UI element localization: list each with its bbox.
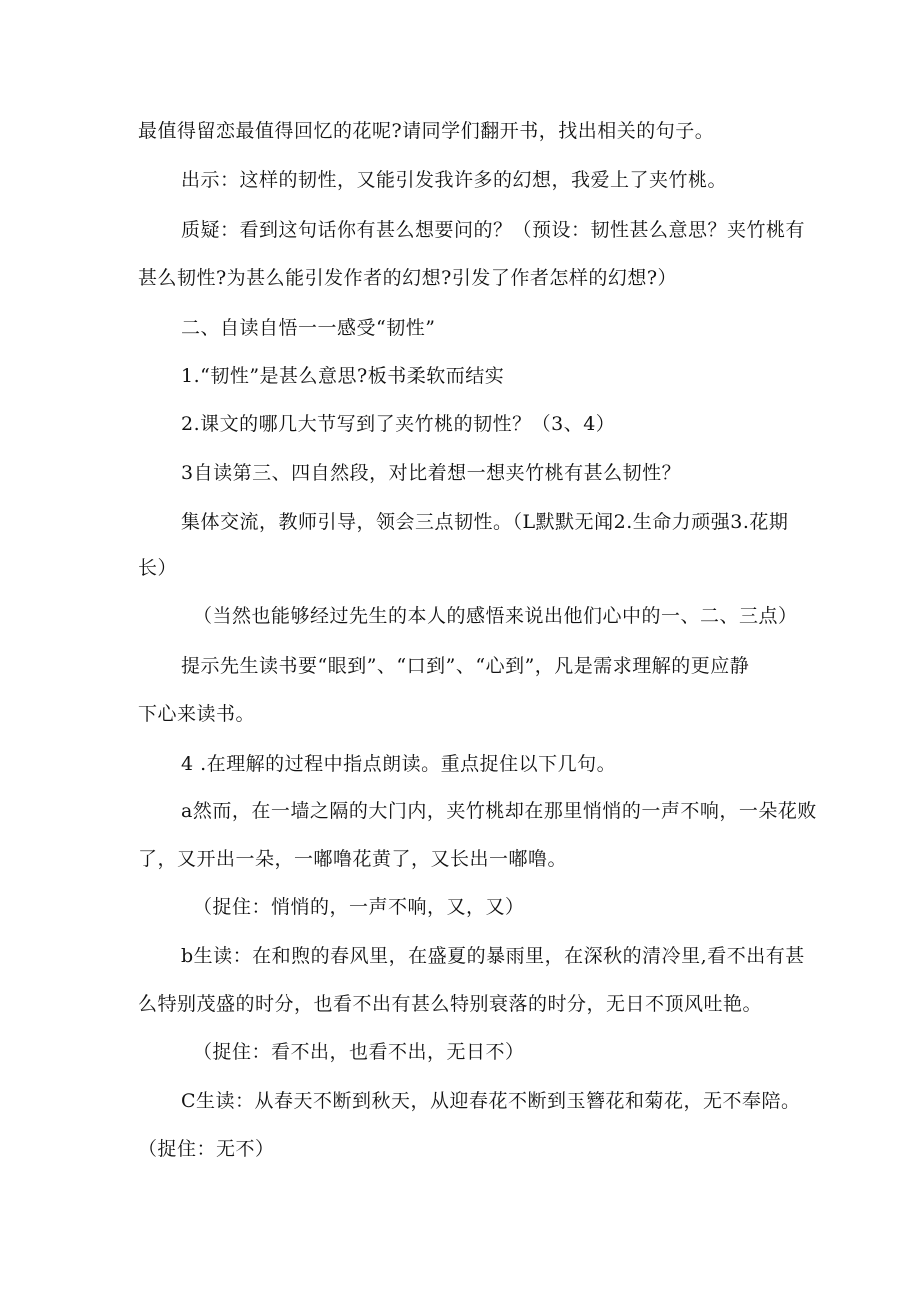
text-line-19: 么特别茂盛的时分，也看不出有甚么特别衰落的时分，无日不顶风吐艳。	[138, 993, 763, 1015]
text-line-2: 出示：这样的韧性，又能引发我许多的幻想，我爱上了夹竹桃。	[181, 169, 728, 191]
text-line-7: 2.课文的哪几大节写到了夹竹桃的韧性？（3、4）	[181, 413, 616, 435]
text-line-21: C生读：从春天不断到秋天，从迎春花不断到玉簪花和菊花，无不奉陪。	[181, 1090, 801, 1112]
text-line-12: 提示先生读书要“眼到”、“口到”、“心到”，凡是需求理解的更应静	[181, 655, 750, 677]
text-line-1: 最值得留恋最值得回忆的花呢?请同学们翻开书，找出相关的句子。	[138, 120, 715, 142]
section-heading: 二、自读自悟一一感受“韧性”	[181, 317, 436, 339]
text-line-10: 长）	[138, 557, 178, 579]
text-line-18: b生读：在和煦的春风里，在盛夏的暴雨里，在深秋的清冷里,看不出有甚	[181, 945, 805, 967]
text-line-9: 集体交流，教师引导，领会三点韧性。（L默默无闻2.生命力顽强3.花期	[181, 511, 789, 533]
text-line-4: 甚么韧性?为甚么能引发作者的幻想?引发了作者怎样的幻想?）	[138, 267, 678, 289]
text-line-11: （当然也能够经过先生的本人的感悟来说出他们心中的一、二、三点）	[193, 605, 798, 627]
text-line-22: （捉住：无不）	[138, 1138, 275, 1160]
text-line-15: a然而，在一墙之隔的大门内，夹竹桃却在那里悄悄的一声不响，一朵花败	[181, 800, 817, 822]
text-line-20: （捉住：看不出，也看不出，无日不）	[193, 1041, 525, 1063]
text-line-8: 3自读第三、四自然段，对比着想一想夹竹桃有甚么韧性？	[181, 462, 682, 484]
text-line-16: 了，又开出一朵，一嘟噜花黄了，又长出一嘟噜。	[138, 848, 568, 870]
text-line-14: 4 .在理解的过程中指点朗读。重点捉住以下几句。	[181, 753, 617, 775]
text-line-3: 质疑：看到这句话你有甚么想要问的？（预设：韧性甚么意思？夹竹桃有	[181, 219, 806, 241]
text-line-13: 下心来读书。	[138, 703, 256, 725]
text-line-6: 1.“韧性”是甚么意思?板书柔软而结实	[181, 365, 505, 387]
text-line-17: （捉住：悄悄的，一声不响，又，又）	[193, 896, 525, 918]
